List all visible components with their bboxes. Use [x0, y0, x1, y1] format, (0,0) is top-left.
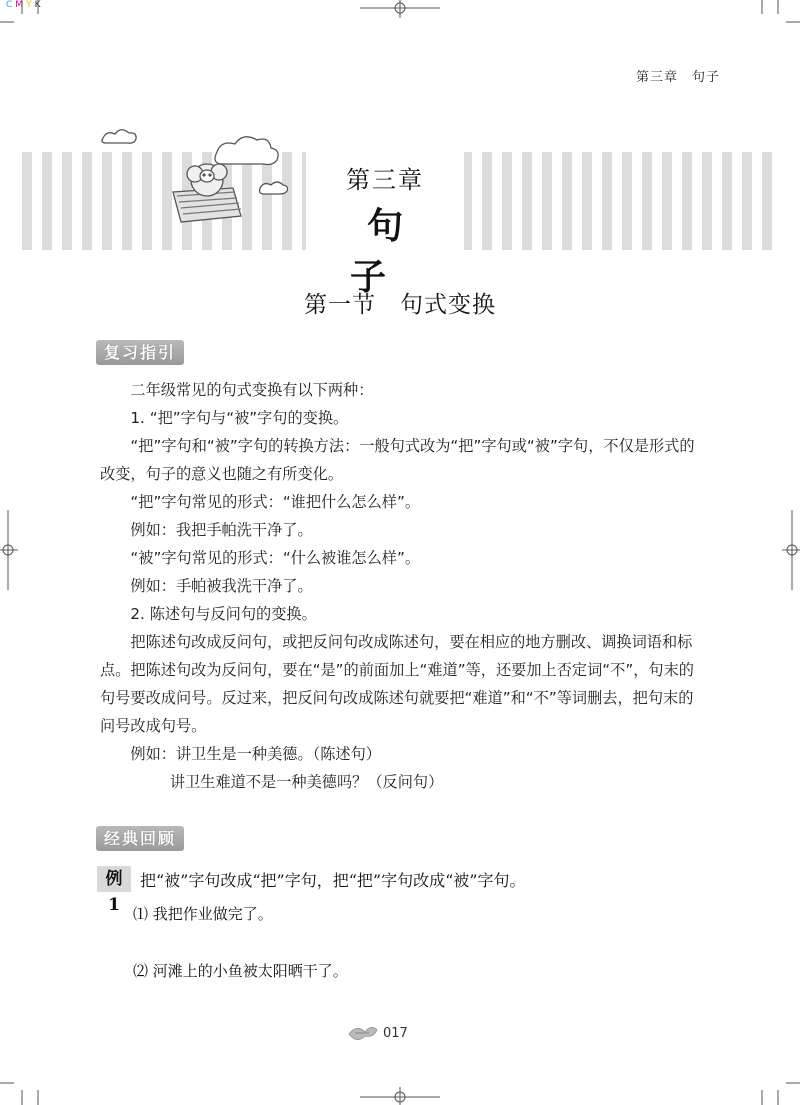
- cmyk-y: Y: [26, 0, 35, 10]
- example-item: ⑴ 我把作业做完了。: [133, 905, 273, 923]
- review-paragraph: 讲卫生难道不是一种美德吗？（反问句）: [169, 773, 444, 791]
- review-paragraph: “把”字句和“被”字句的转换方法：一般句式改为“把”字句或“被”字句，不仅是形式的改变，句子的意义也随之有所变化。: [100, 437, 695, 483]
- section-title: 第一节 句式变换: [304, 292, 496, 318]
- review-paragraph: 1. “把”字句与“被”字句的变换。: [130, 409, 349, 427]
- review-paragraph: 2. 陈述句与反问句的变换。: [130, 605, 317, 623]
- review-paragraph: 把陈述句改成反问句，或把反问句改成陈述句，要在相应的地方删改、调换词语和标点。把陈述句改为反问句，要在“是”的前面加上“难道”等，还要加上否定词“不”，句末的句号要改成问号。反过来，把反问句改成陈述句就要把“难道”和“不”等词删去，把句末的问号改成句号。: [100, 633, 694, 735]
- review-paragraph: 二年级常见的句式变换有以下两种：: [130, 381, 374, 399]
- cmyk-c: C: [6, 0, 16, 10]
- chapter-title: 句子: [349, 206, 437, 298]
- page-ornament-icon: [345, 1024, 381, 1042]
- cmyk-m: M: [15, 0, 27, 10]
- review-guide-tag: 复习指引: [96, 340, 184, 365]
- example-label: 例 1: [97, 866, 131, 892]
- review-paragraph: 例如：我把手帕洗干净了。: [130, 521, 313, 539]
- review-paragraph: “把”字句常见的形式：“谁把什么怎么样”。: [130, 493, 421, 511]
- example-prompt: 把“被”字句改成“把”字句，把“把”字句改成“被”字句。: [140, 871, 526, 890]
- chapter-label: 第三章: [346, 166, 424, 194]
- classic-review-tag: 经典回顾: [96, 826, 184, 851]
- review-paragraph: 例如：讲卫生是一种美德。（陈述句）: [130, 745, 381, 763]
- cmyk-k: K: [34, 0, 44, 10]
- sheep-on-book-illustration: [95, 122, 295, 232]
- review-body: [100, 376, 700, 796]
- example-item: ⑵ 河滩上的小鱼被太阳晒干了。: [133, 962, 348, 980]
- page-number: 017: [383, 1026, 408, 1041]
- running-head: 第三章 句子: [635, 70, 720, 85]
- review-paragraph: “被”字句常见的形式：“什么被谁怎么样”。: [130, 549, 421, 567]
- review-paragraph: 例如：手帕被我洗干净了。: [130, 577, 313, 595]
